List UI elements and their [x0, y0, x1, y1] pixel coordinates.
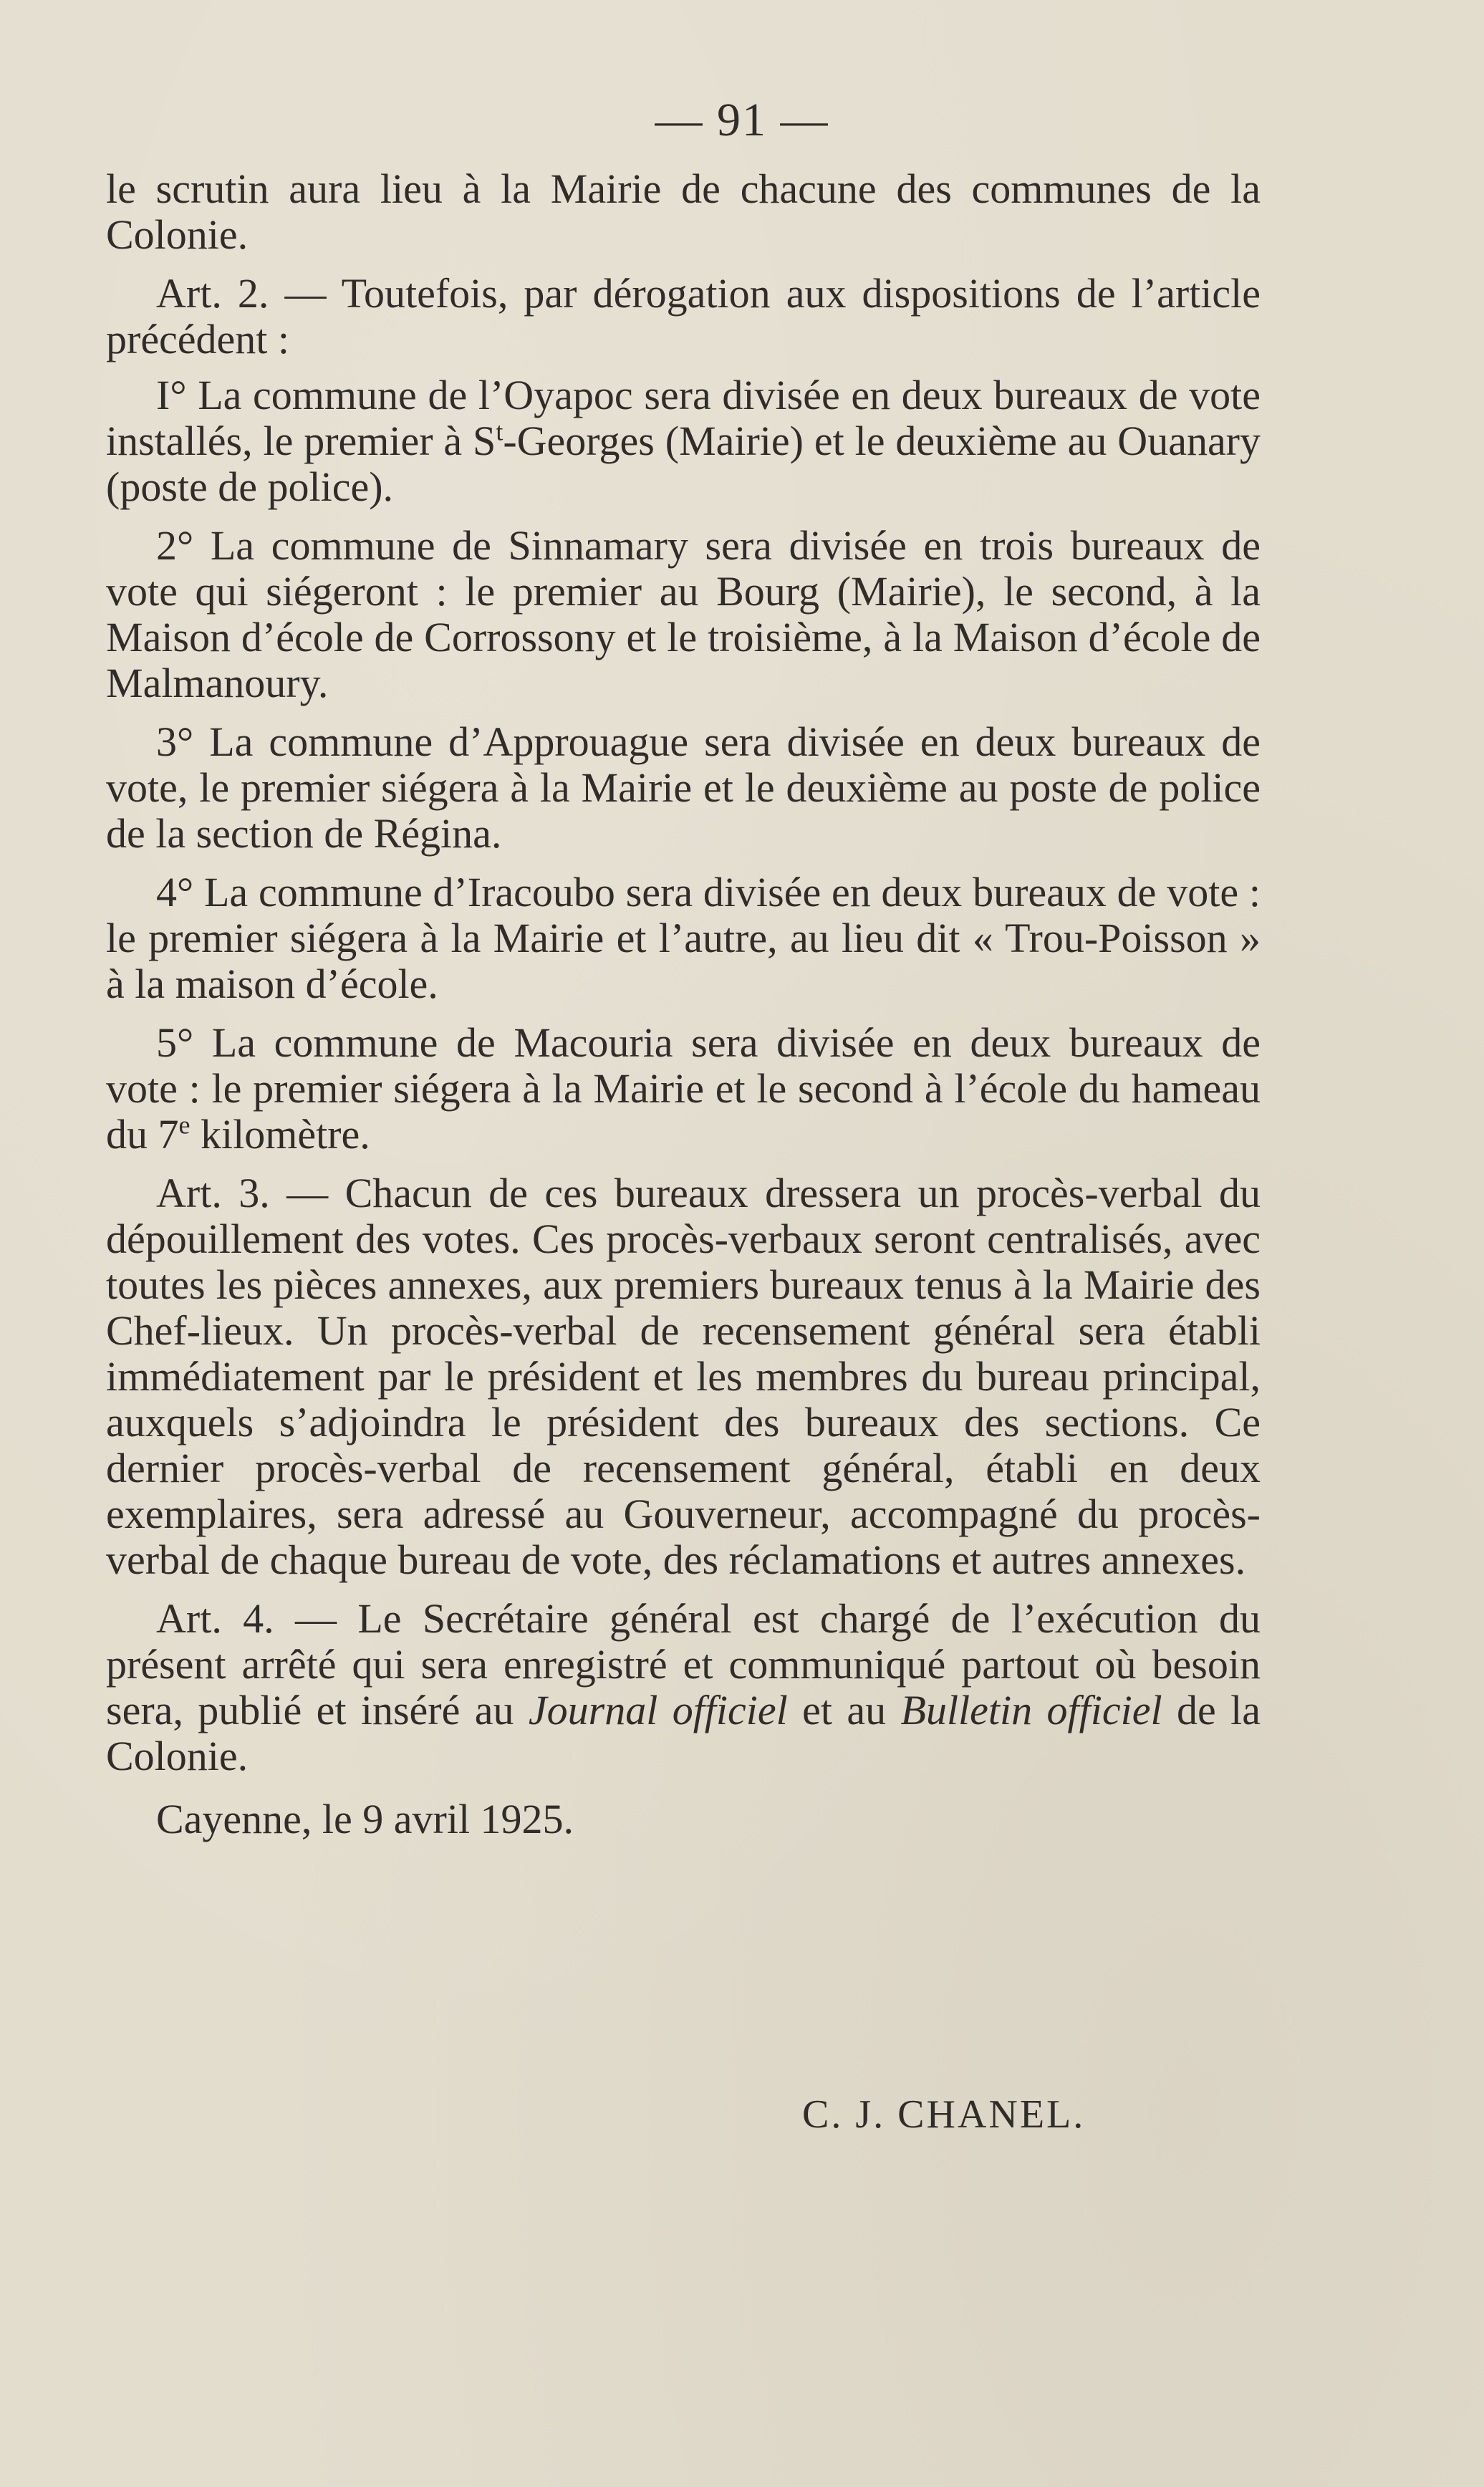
bulletin-officiel-title: Bulletin officiel [900, 1687, 1162, 1733]
item-5-superscript: e [178, 1110, 191, 1140]
item-1-superscript: t [496, 417, 504, 446]
article-2-item-4: 4° La commune d’Iracoubo sera divisée en deux bureaux de vote : le premier siégera à la Mairie et l’autre, au lieu dit « Trou-Poisson » à la maison d’école. [106, 869, 1261, 1007]
article-2-item-5 [106, 1020, 1261, 1158]
article-4-text-a: Art. 4. — Le Secrétaire général est chargé de l’exécution du présent arrêté qui sera enregistré et communiqué partout où besoin sera, publié et inséré au [106, 1595, 1261, 1733]
signature: C. J. CHANEL. [802, 2092, 1086, 2137]
article-2-item-1 [106, 372, 1261, 510]
paragraph-continuation: le scrutin aura lieu à la Mairie de chacune des communes de la Colonie. [106, 165, 1261, 258]
item-5-text-b: kilomètre. [190, 1111, 370, 1158]
article-4-text-b: et au [787, 1687, 901, 1733]
article-4-text-c: de la Colonie. [106, 1687, 1261, 1779]
body-text [106, 166, 1261, 1842]
article-2-item-3: 3° La commune d’Approuague sera divisée en deux bureaux de vote, le premier siégera à la Mairie et le deuxième au poste de police de la section de Régina. [106, 718, 1261, 857]
article-2-item-2: 2° La commune de Sinnamary sera divisée en trois bureaux de vote qui siégeront : le premier au Bourg (Mairie), le second, à la Maison d’école de Corrossony et le troisième, à la Maison d’école de Malmanoury. [106, 522, 1261, 706]
date-line: Cayenne, le 9 avril 1925. [156, 1796, 574, 1842]
article-4 [106, 1596, 1261, 1779]
journal-officiel-title: Journal officiel [528, 1687, 788, 1733]
item-1-text-b: -Georges (Mairie) et le deuxième au Ouanary (poste de police). [106, 418, 1261, 510]
page-number: — 91 — [655, 94, 829, 146]
article-2: Art. 2. — Toutefois, par dérogation aux dispositions de l’article précédent : [106, 270, 1261, 362]
article-3: Art. 3. — Chacun de ces bureaux dressera un procès-verbal du dépouillement des votes. Ces procès-verbaux seront centralisés, avec toutes les pièces annexes, aux premiers bureaux tenus à la Mairie des Chef-lieux. Un procès-verbal de recensement général sera établi immédiatement par le président et les membres du bureau principal, auxquels s’adjoindra le président des bureaux des sections. Ce dernier procès-verbal de recensement général, établi en deux exemplaires, sera adressé au Gouverneur, accompagné du procès-verbal de chaque bureau de vote, des réclamations et autres annexes. [106, 1170, 1261, 1583]
item-1-text-a: I° La commune de l’Oyapoc sera divisée en deux bureaux de vote installés, le premier à S [106, 372, 1261, 464]
item-5-text-a: 5° La commune de Macouria sera divisée en deux bureaux de vote : le premier siégera à la Mairie et le second à l’école du hameau du 7 [106, 1019, 1261, 1158]
